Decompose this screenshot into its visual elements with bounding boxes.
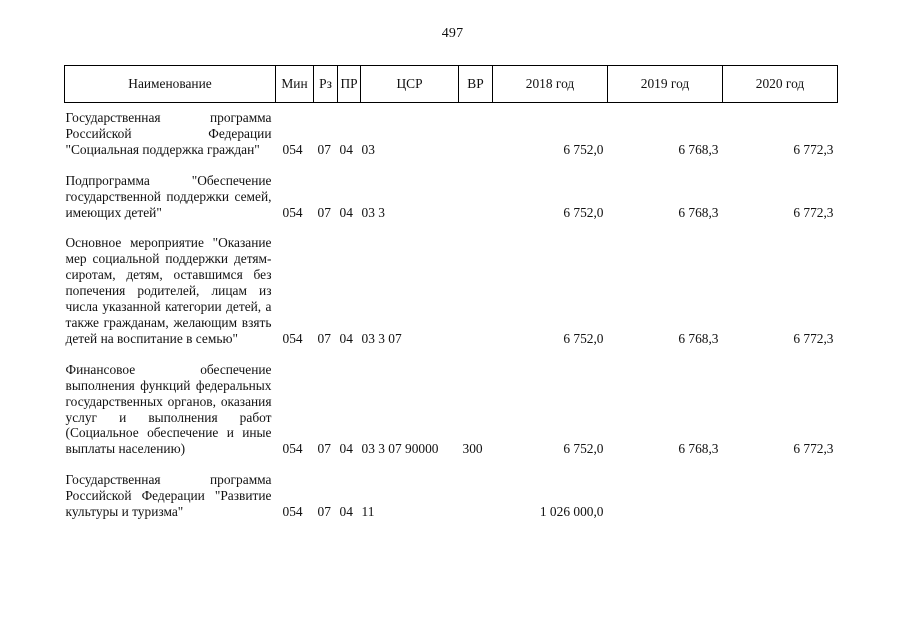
table-row bbox=[65, 464, 838, 520]
row-vr bbox=[459, 227, 493, 353]
row-2020 bbox=[723, 464, 838, 520]
row-csr: 11 bbox=[361, 504, 375, 520]
row-rz: 07 bbox=[317, 330, 331, 346]
header-min: Мин bbox=[276, 66, 314, 103]
header-vr: ВР bbox=[459, 66, 493, 103]
row-min: 054 bbox=[282, 141, 303, 157]
row-csr: 03 bbox=[361, 141, 375, 157]
row-csr: 03 3 07 bbox=[361, 330, 402, 346]
row-name: Подпрограмма "Обеспечение государственной поддержки семей, имеющих детей" bbox=[65, 172, 272, 220]
row-vr bbox=[459, 165, 493, 228]
row-2018: 6 752,0 bbox=[563, 330, 604, 346]
row-2019 bbox=[608, 464, 723, 520]
row-pr: 04 bbox=[339, 504, 353, 520]
row-min: 054 bbox=[282, 504, 303, 520]
row-vr: 300 bbox=[462, 441, 483, 457]
page-number: 497 bbox=[441, 26, 464, 41]
header-rz: Рз bbox=[314, 66, 338, 103]
row-2020: 6 772,3 bbox=[793, 330, 834, 346]
row-name: Государственная программа Российской Федерации "Развитие культуры и туризма" bbox=[65, 472, 272, 520]
table-row bbox=[65, 165, 838, 228]
table-header bbox=[65, 66, 838, 103]
header-pr: ПР bbox=[338, 66, 361, 103]
row-rz: 07 bbox=[317, 204, 331, 220]
row-rz: 07 bbox=[317, 441, 331, 457]
row-2019: 6 768,3 bbox=[678, 330, 719, 346]
header-2019: 2019 год bbox=[608, 66, 723, 103]
row-pr: 04 bbox=[339, 204, 353, 220]
row-name: Основное мероприятие "Оказание мер социальной поддержки детям-сиротам, детям, оставшимся без попечения родителей, лицам из числа указанной категории детей, а также гражданам, желающим взять детей на воспитание в семью" bbox=[65, 235, 272, 346]
row-vr bbox=[459, 103, 493, 165]
row-min: 054 bbox=[282, 441, 303, 457]
row-2018: 1 026 000,0 bbox=[539, 504, 604, 520]
row-pr: 04 bbox=[339, 141, 353, 157]
row-2018: 6 752,0 bbox=[563, 204, 604, 220]
table-row bbox=[65, 103, 838, 165]
row-pr: 04 bbox=[339, 441, 353, 457]
row-2020: 6 772,3 bbox=[793, 441, 834, 457]
row-2018: 6 752,0 bbox=[563, 141, 604, 157]
row-vr bbox=[459, 464, 493, 520]
budget-table bbox=[64, 65, 838, 520]
row-rz: 07 bbox=[317, 141, 331, 157]
row-2019: 6 768,3 bbox=[678, 441, 719, 457]
table-row bbox=[65, 354, 838, 464]
row-2018: 6 752,0 bbox=[563, 441, 604, 457]
header-2020: 2020 год bbox=[723, 66, 838, 103]
row-csr: 03 3 bbox=[361, 204, 385, 220]
header-2018: 2018 год bbox=[493, 66, 608, 103]
row-name: Финансовое обеспечение выполнения функций федеральных государственных органов, оказания услуг и выполнения работ (Социальное обеспечение и иные выплаты населению) bbox=[65, 361, 272, 457]
row-2020: 6 772,3 bbox=[793, 141, 834, 157]
row-min: 054 bbox=[282, 204, 303, 220]
row-rz: 07 bbox=[317, 504, 331, 520]
row-2020: 6 772,3 bbox=[793, 204, 834, 220]
row-csr: 03 3 07 90000 bbox=[361, 441, 439, 457]
header-csr: ЦСР bbox=[361, 66, 459, 103]
row-2019: 6 768,3 bbox=[678, 141, 719, 157]
table-body bbox=[65, 103, 838, 520]
header-name: Наименование bbox=[65, 66, 276, 103]
row-name: Государственная программа Российской Федерации "Социальная поддержка граждан" bbox=[65, 110, 272, 157]
row-min: 054 bbox=[282, 330, 303, 346]
table-row bbox=[65, 227, 838, 353]
row-pr: 04 bbox=[339, 330, 353, 346]
row-2019: 6 768,3 bbox=[678, 204, 719, 220]
